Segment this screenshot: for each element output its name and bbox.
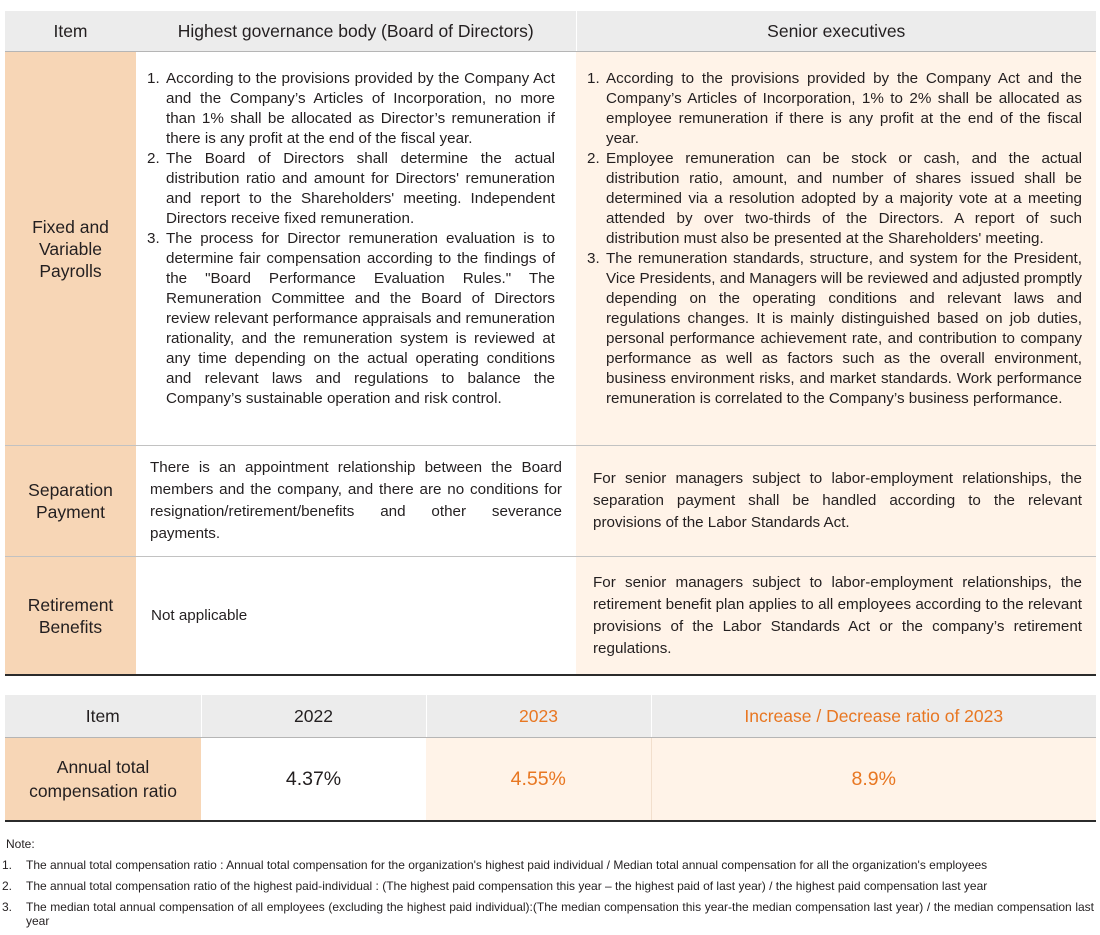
board-clause: 2. The Board of Directors shall determine the actual distribution ratio and amount for Directors' remuneration and report to the Shareholders' meeting. Independent Directors receive fixed remuneration.: [147, 150, 555, 227]
note-item: 3. The median total annual compensation of all employees (excluding the highest paid individual):(The median compensation this year-the median compensation last year) / the median compensation last year: [2, 900, 1094, 928]
board-clause: 3. The process for Director remuneration evaluation is to determine fair compensation according to the findings of the "Board Performance Evaluation Rules." The Remuneration Committee and the Board of Directors review relevant performance appraisals and remuneration rationality, and the remuneration system is reviewed at any time depending on the actual operating conditions and relevant laws and regulations to balance the Company’s sustainable operation and risk control.: [147, 230, 555, 407]
notes-title: Note:: [6, 837, 35, 851]
executives-separation-payment: [576, 446, 1096, 557]
header-item: Item: [5, 11, 136, 52]
row-fixed-variable-payrolls: [5, 52, 1096, 446]
executives-clause: 1. According to the provisions provided by the Company Act and the Company’s Articles of Incorporation, 1% to 2% shall be allocated as employee remuneration if there is any profit at the end of the fiscal year.: [587, 70, 1082, 147]
executives-fixed-variable-payrolls: [576, 52, 1096, 446]
item-label: Separation Payment: [28, 480, 113, 522]
board-separation-text: There is an appointment relationship between the Board members and the company, and there are no conditions for resignation/retirement/benefits and other severance payments.: [150, 459, 562, 542]
header-item: Item: [5, 695, 201, 738]
board-retirement-benefits: [136, 557, 576, 676]
board-retirement-text: Not applicable: [151, 606, 248, 624]
executives-clause: 2. Employee remuneration can be stock or cash, and the actual distribution ratio, amount, and number of shares issued shall be determined via a resolution adopted by a majority vote at a meeting attended by over two-thirds of the Directors. A report of such distribution must also be presented at the Shareholders' meeting.: [587, 150, 1082, 247]
executives-retirement-benefits: [576, 557, 1096, 676]
notes-section: [2, 837, 1094, 935]
item-annual-compensation-ratio: [5, 738, 201, 822]
compensation-ratio-table: [5, 695, 1096, 822]
remuneration-header-row: [5, 11, 1096, 52]
compensation-ratio-row: [5, 738, 1096, 822]
header-executives: Senior executives: [576, 11, 1096, 52]
header-board: Highest governance body (Board of Directors): [136, 11, 576, 52]
note-item: 2. The annual total compensation ratio of the highest paid-individual : (The highest paid compensation this year – the highest paid of last year) / the highest paid compensation last year: [2, 879, 988, 893]
item-separation-payment: [5, 446, 136, 557]
remuneration-table: [5, 11, 1096, 676]
row-separation-payment: [5, 446, 1096, 557]
executives-clause-list: [576, 52, 1096, 409]
compensation-header-row: [5, 695, 1096, 738]
executives-separation-text: For senior managers subject to labor-employment relationships, the separation payment shall be handled according to the relevant provisions of the Labor Standards Act.: [593, 470, 1082, 531]
value-2022: 4.37%: [201, 738, 426, 822]
item-fixed-variable-payrolls: [5, 52, 136, 446]
header-change-ratio: Increase / Decrease ratio of 2023: [651, 695, 1096, 738]
item-retirement-benefits: [5, 557, 136, 676]
item-label: Retirement Benefits: [27, 594, 114, 637]
executives-retirement-text: For senior managers subject to labor-employment relationships, the retirement benefit plan applies to all employees according to the relevant provisions of the Labor Standards Act or the company’s retirement regulations.: [593, 573, 1082, 657]
board-fixed-variable-payrolls: [136, 52, 576, 446]
note-item: 1. The annual total compensation ratio : Annual total compensation for the organization's highest paid individual / Median total annual compensation for all the organization's employees: [2, 858, 988, 872]
header-2023: 2023: [426, 695, 651, 738]
board-separation-payment: [136, 446, 576, 557]
board-clause: 1. According to the provisions provided by the Company Act and the Company’s Articles of Incorporation, no more than 1% shall be allocated as Director’s remuneration if there is any profit at the end of the fiscal year.: [147, 70, 555, 147]
item-label: Annual total compensation ratio: [29, 757, 177, 801]
header-2022: 2022: [201, 695, 426, 738]
value-change-ratio: 8.9%: [651, 738, 1096, 822]
item-label: Fixed and Variable Payrolls: [32, 216, 109, 281]
value-2023: 4.55%: [426, 738, 651, 822]
board-clause-list: [136, 52, 576, 409]
row-retirement-benefits: [5, 557, 1096, 676]
executives-clause: 3. The remuneration standards, structure, and system for the President, Vice Presidents, and Managers will be reviewed and adjusted promptly depending on the operating conditions and relevant laws and regulations changes. It is mainly distinguished based on job duties, personal performance achievement rate, and contribution to company performance as well as factors such as the overall environment, business environment risks, and market standards. Work performance remuneration is correlated to the Company’s business performance.: [587, 250, 1082, 407]
